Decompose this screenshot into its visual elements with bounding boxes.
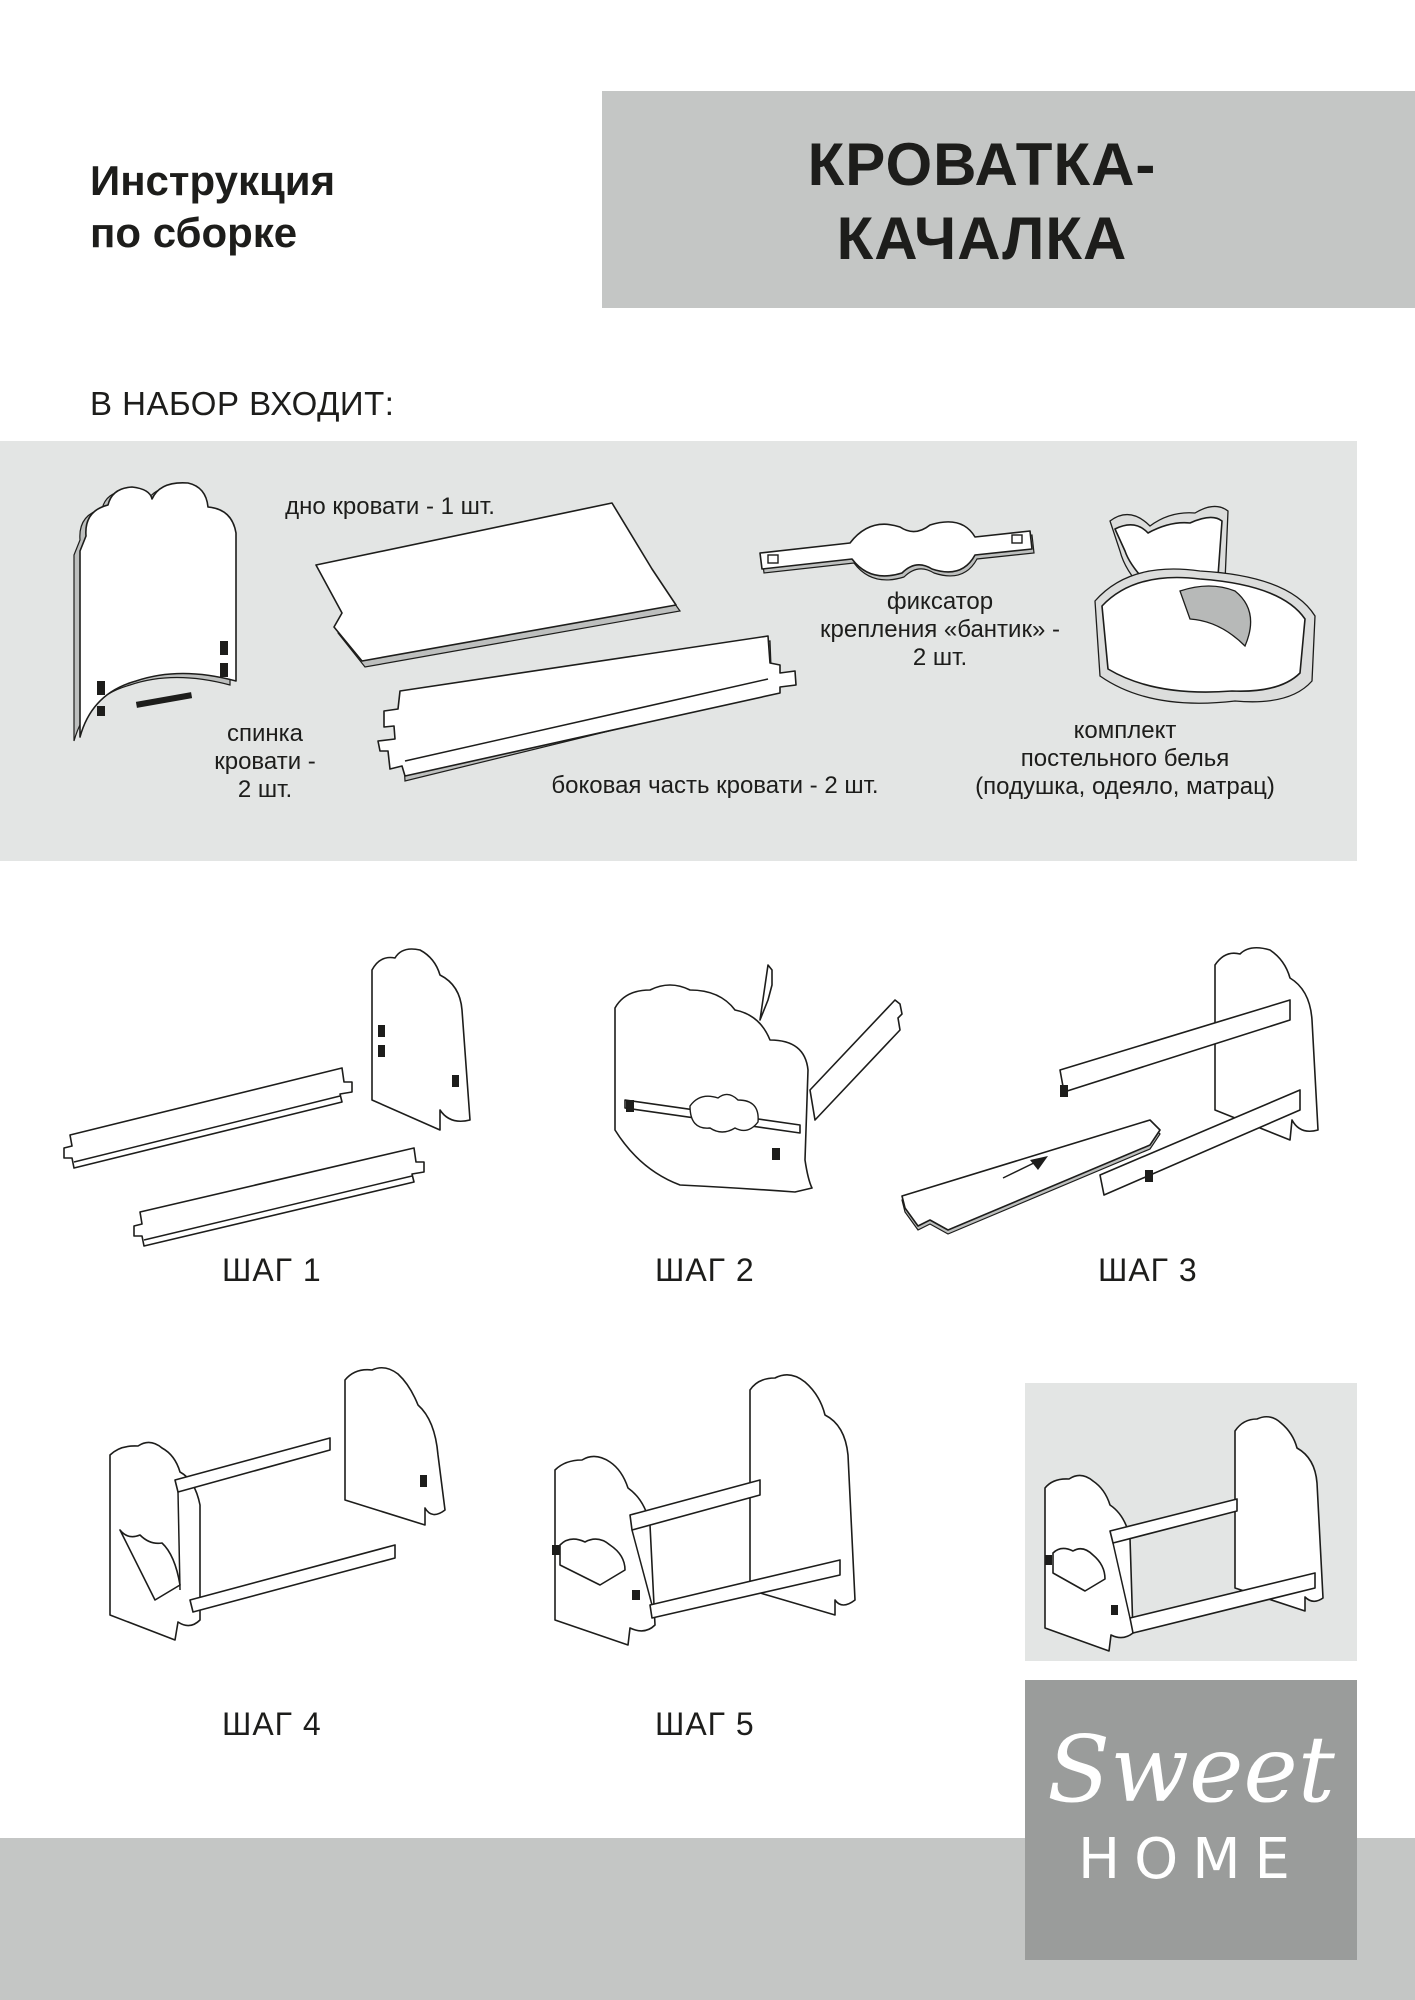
- brand-logo-sweet: Sweet: [1047, 1716, 1335, 1823]
- headboard-part-illustration: [74, 483, 236, 741]
- step5-illustration: [552, 1375, 855, 1645]
- step4-label: ШАГ 4: [222, 1706, 322, 1742]
- headboard-label: спинка кровати - 2 шт.: [214, 720, 316, 803]
- fixator-label: фиксатор крепления «бантик» - 2 шт.: [820, 588, 1060, 671]
- steps-row2-illustrations: [0, 1360, 1000, 1680]
- step2-label: ШАГ 2: [655, 1252, 755, 1288]
- kit-heading: В НАБОР ВХОДИТ:: [90, 385, 395, 422]
- fixator-bow-illustration: [760, 522, 1034, 580]
- step3-illustration: [902, 948, 1318, 1234]
- brand-logo-home: HOME: [1078, 1827, 1304, 1892]
- bed-bottom-label: дно кровати - 1 шт.: [285, 493, 495, 520]
- side-part-label: боковая часть кровати - 2 шт.: [551, 772, 879, 799]
- step3-label: ШАГ 3: [1098, 1252, 1198, 1288]
- step1-illustration: [64, 949, 470, 1246]
- assembled-result-illustration: [1025, 1383, 1357, 1661]
- bedding-set-illustration: [1095, 506, 1315, 703]
- step2-illustration: [615, 965, 902, 1192]
- instruction-title: Инструкция по сборке: [90, 157, 336, 256]
- step4-illustration: [110, 1368, 445, 1640]
- step1-label: ШАГ 1: [222, 1252, 322, 1288]
- side-part-illustration: [378, 636, 796, 781]
- product-title: КРОВАТКА- КАЧАЛКА: [807, 131, 1157, 272]
- step5-label: ШАГ 5: [655, 1706, 755, 1742]
- bed-bottom-illustration: [316, 503, 680, 667]
- bedding-label: комплект постельного белья (подушка, одеяло, матрац): [975, 717, 1275, 800]
